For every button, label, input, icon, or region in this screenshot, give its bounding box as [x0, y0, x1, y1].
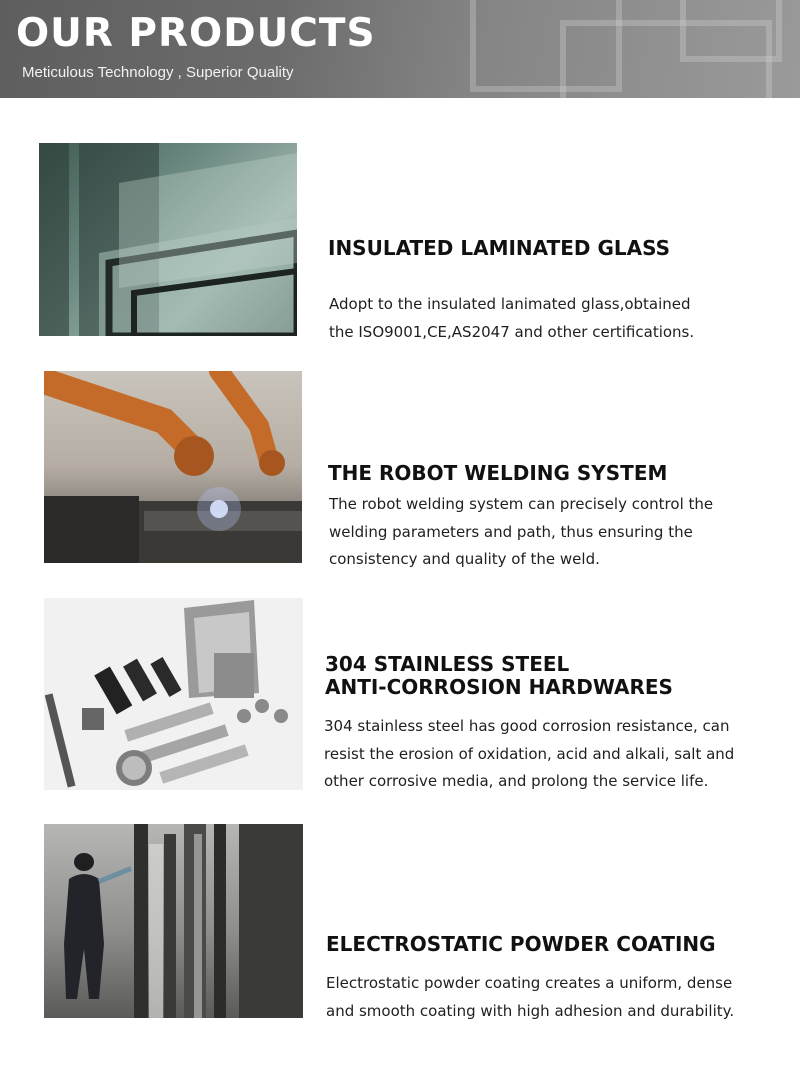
product-description-line: resist the erosion of oxidation, acid and alkali, salt and: [324, 744, 735, 763]
product-description-line: the ISO9001,CE,AS2047 and other certifications.: [329, 322, 695, 341]
product-title-line: THE ROBOT WELDING SYSTEM: [328, 461, 668, 485]
product-title-line: 304 STAINLESS STEEL: [325, 652, 570, 676]
stainless-hardware-photo: [44, 598, 303, 790]
product-description-line: 304 stainless steel has good corrosion resistance, can: [324, 717, 730, 735]
product-title-line: ELECTROSTATIC POWDER COATING: [326, 932, 716, 956]
page-subtitle: Meticulous Technology , Superior Quality: [22, 64, 294, 81]
product-description-line: and smooth coating with high adhesion and durability.: [326, 1001, 735, 1020]
product-title-line: INSULATED LAMINATED GLASS: [328, 236, 671, 260]
product-title: [328, 237, 670, 260]
product-description-line: welding parameters and path, thus ensuring the: [329, 522, 693, 541]
glass-panes-photo: [39, 143, 297, 336]
product-description-line: The robot welding system can precisely control the: [329, 495, 714, 513]
product-description: [324, 713, 734, 796]
page-title: OUR PRODUCTS: [16, 11, 376, 56]
product-description: [329, 491, 713, 574]
product-description-line: Adopt to the insulated lanimated glass,obtained: [329, 295, 691, 313]
product-title: [328, 462, 667, 485]
product-description-line: consistency and quality of the weld.: [329, 550, 600, 568]
banner-window-frame: [680, 0, 782, 62]
product-title: [325, 653, 673, 699]
product-title: [326, 933, 716, 956]
page-banner: [0, 0, 800, 98]
powder-coating-photo: [44, 824, 303, 1018]
product-description: [329, 291, 694, 346]
product-description: [326, 970, 734, 1025]
robot-welding-photo: [44, 371, 302, 563]
product-description-line: Electrostatic powder coating creates a uniform, dense: [326, 974, 733, 992]
product-title-line: ANTI-CORROSION HARDWARES: [325, 675, 673, 699]
product-description-line: other corrosive media, and prolong the service life.: [324, 772, 709, 790]
